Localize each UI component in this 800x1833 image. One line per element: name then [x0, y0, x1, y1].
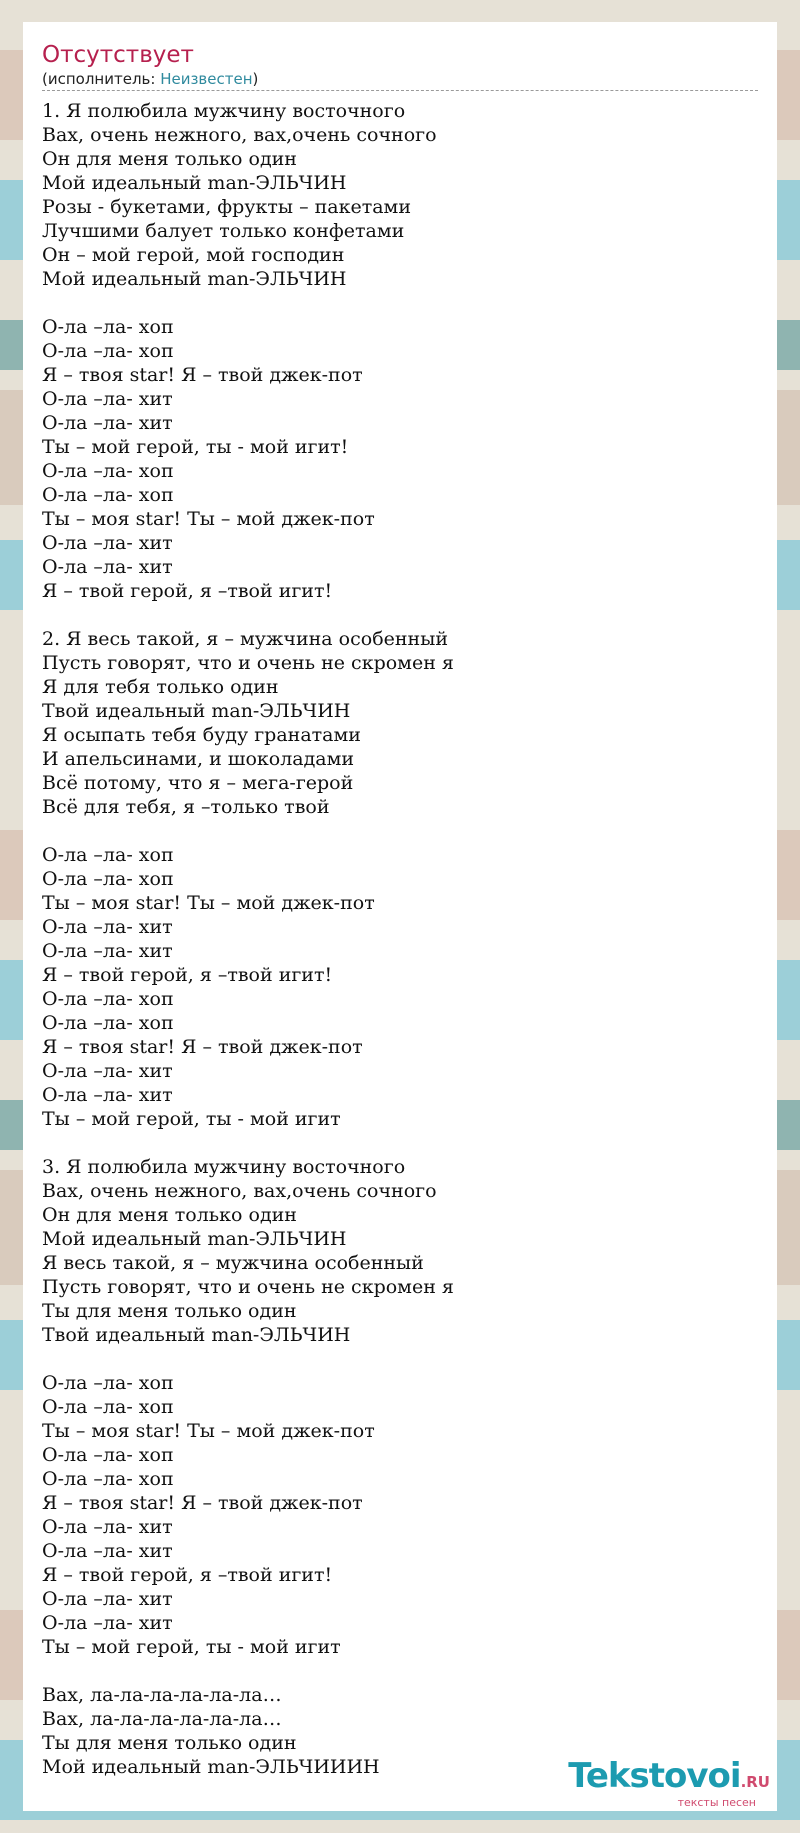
lyrics-line: Мой идеальный man-ЭЛЬЧИН [42, 268, 347, 290]
lyrics-line: Мой идеальный man-ЭЛЬЧИН [42, 172, 347, 194]
lyrics-line: Я – твоя star! Я – твой джек-пот [42, 1036, 363, 1058]
lyrics-line: Ты – мой герой, ты - мой игит! [42, 436, 349, 458]
lyrics-line: Ты – мой герой, ты - мой игит [42, 1108, 341, 1130]
lyrics-line: Твой идеальный man-ЭЛЬЧИН [42, 700, 351, 722]
lyrics-line: О-ла –ла- хоп [42, 844, 174, 866]
lyrics-line: Ты для меня только один [42, 1732, 297, 1754]
lyrics-stanza [42, 315, 758, 603]
lyrics-stanza [42, 1155, 758, 1347]
lyrics-stanza [42, 843, 758, 1131]
lyrics-line: О-ла –ла- хит [42, 1060, 173, 1082]
logo-tld: .RU [740, 1773, 770, 1791]
lyrics-line: Я – твоя star! Я – твой джек-пот [42, 1492, 363, 1514]
lyrics-line: И апельсинами, и шоколадами [42, 748, 355, 770]
lyrics-stanza [42, 1371, 758, 1659]
lyrics-line: О-ла –ла- хит [42, 916, 173, 938]
lyrics-line: Вах, очень нежного, вах,очень сочного [42, 1180, 437, 1202]
lyrics-line: Ты – мой герой, ты - мой игит [42, 1636, 341, 1658]
lyrics-line: Пусть говорят, что и очень не скромен я [42, 652, 454, 674]
lyrics-line: О-ла –ла- хит [42, 412, 173, 434]
logo-name: Tekstovoi [568, 1756, 741, 1796]
artist-link[interactable]: Неизвестен [160, 70, 253, 88]
lyrics-line: Я – твой герой, я –твой игит! [42, 964, 333, 986]
lyrics-line: Мой идеальный man-ЭЛЬЧИН [42, 1228, 347, 1250]
lyrics-line: Вах, очень нежного, вах,очень сочного [42, 124, 437, 146]
lyrics-line: Он для меня только один [42, 1204, 297, 1226]
lyrics-line: Ты – моя star! Ты – мой джек-пот [42, 1420, 375, 1442]
lyrics-line: О-ла –ла- хоп [42, 316, 174, 338]
lyrics-line: О-ла –ла- хоп [42, 460, 174, 482]
lyrics-line: Всё для тебя, я –только твой [42, 796, 330, 818]
lyrics-line: Вах, ла-ла-ла-ла-ла-ла… [42, 1708, 282, 1730]
lyrics-line: Ты – моя star! Ты – мой джек-пот [42, 508, 375, 530]
lyrics-line: О-ла –ла- хит [42, 1540, 173, 1562]
logo-tagline: тексты песен [677, 1796, 756, 1809]
lyrics-card [23, 22, 777, 1811]
lyrics-line: Всё потому, что я – мега-герой [42, 772, 354, 794]
lyrics-line: Я – твоя star! Я – твой джек-пот [42, 364, 363, 386]
lyrics-line: О-ла –ла- хит [42, 1588, 173, 1610]
lyrics-line: Ты для меня только один [42, 1300, 297, 1322]
lyrics-line: О-ла –ла- хит [42, 940, 173, 962]
lyrics-line: Я – твой герой, я –твой игит! [42, 580, 333, 602]
lyrics-line: О-ла –ла- хит [42, 1612, 173, 1634]
lyrics-line: 2. Я весь такой, я – мужчина особенный [42, 628, 448, 650]
lyrics-line: Розы - букетами, фрукты – пакетами [42, 196, 411, 218]
lyrics-text [42, 99, 758, 1779]
artist-prefix: (исполнитель: [42, 70, 161, 88]
lyrics-line: Пусть говорят, что и очень не скромен я [42, 1276, 454, 1298]
lyrics-line: О-ла –ла- хоп [42, 340, 174, 362]
lyrics-line: Я осыпать тебя буду гранатами [42, 724, 361, 746]
lyrics-line: О-ла –ла- хит [42, 532, 173, 554]
lyrics-line: Он – мой герой, мой господин [42, 244, 345, 266]
lyrics-line: О-ла –ла- хит [42, 1084, 173, 1106]
artist-suffix: ) [252, 70, 259, 88]
lyrics-line: 3. Я полюбила мужчину восточного [42, 1156, 406, 1178]
lyrics-line: Я весь такой, я – мужчина особенный [42, 1252, 424, 1274]
lyrics-stanza [42, 627, 758, 819]
lyrics-line: О-ла –ла- хоп [42, 484, 174, 506]
lyrics-line: О-ла –ла- хит [42, 1516, 173, 1538]
lyrics-line: Твой идеальный man-ЭЛЬЧИН [42, 1324, 351, 1346]
lyrics-line: О-ла –ла- хоп [42, 868, 174, 890]
lyrics-line: 1. Я полюбила мужчину восточного [42, 100, 406, 122]
lyrics-line: Ты – моя star! Ты – мой джек-пот [42, 892, 375, 914]
lyrics-line: О-ла –ла- хоп [42, 1396, 174, 1418]
site-logo[interactable] [568, 1758, 770, 1809]
song-title: Отсутствует [42, 42, 194, 68]
artist-line [42, 70, 758, 91]
lyrics-line: О-ла –ла- хит [42, 388, 173, 410]
lyrics-line: Вах, ла-ла-ла-ла-ла-ла… [42, 1684, 282, 1706]
lyrics-line: О-ла –ла- хоп [42, 1372, 174, 1394]
lyrics-stanza [42, 99, 758, 291]
lyrics-line: О-ла –ла- хоп [42, 988, 174, 1010]
lyrics-line: О-ла –ла- хит [42, 556, 173, 578]
lyrics-line: Я для тебя только один [42, 676, 279, 698]
lyrics-line: Мой идеальный man-ЭЛЬЧИИИН [42, 1756, 380, 1778]
lyrics-line: О-ла –ла- хоп [42, 1444, 174, 1466]
lyrics-line: Я – твой герой, я –твой игит! [42, 1564, 333, 1586]
lyrics-line: О-ла –ла- хоп [42, 1012, 174, 1034]
lyrics-line: Он для меня только один [42, 148, 297, 170]
lyrics-line: О-ла –ла- хоп [42, 1468, 174, 1490]
lyrics-line: Лучшими балует только конфетами [42, 220, 405, 242]
